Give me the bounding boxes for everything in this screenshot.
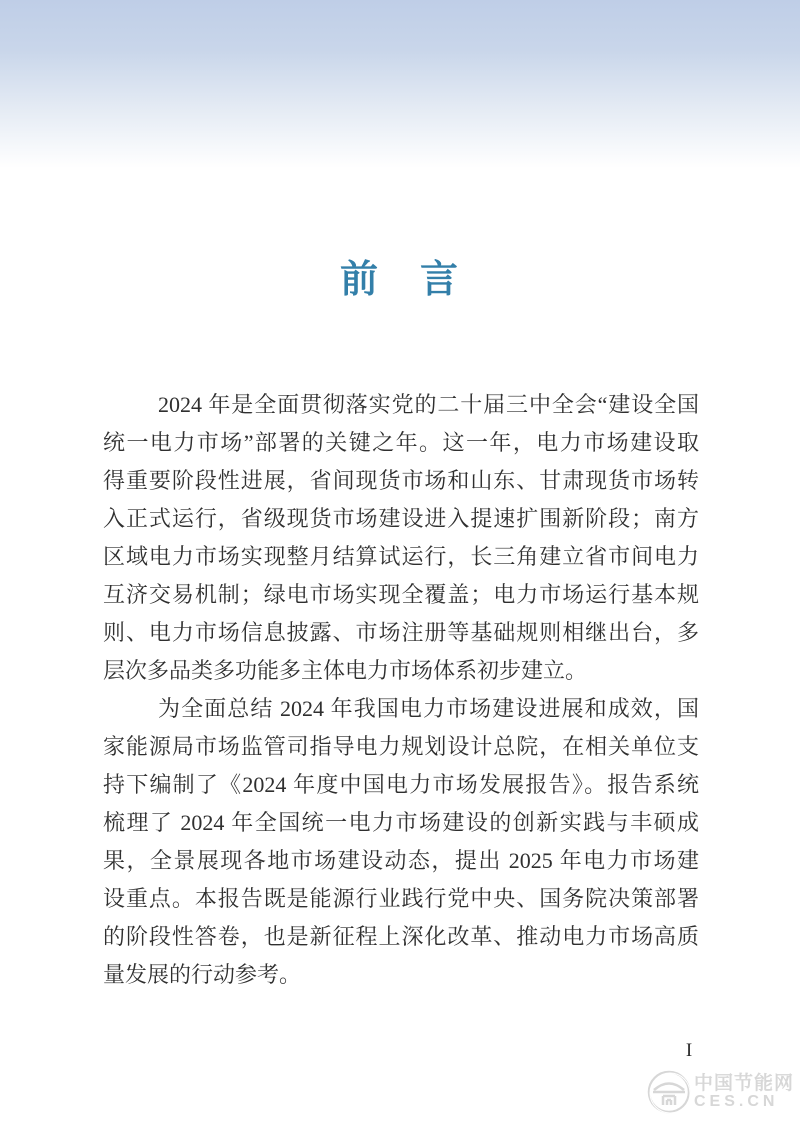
page-number: I [685, 1040, 693, 1061]
text-line: 层次多品类多功能多主体电力市场体系初步建立。 [103, 658, 588, 683]
watermark-text [694, 1074, 794, 1111]
text-line: 则、电力市场信息披露、市场注册等基础规则相继出台，多 [103, 620, 699, 645]
text-line: 得重要阶段性进展，省间现货市场和山东、甘肃现货市场转 [103, 468, 699, 493]
watermark-site-domain: CES.CN [693, 1092, 779, 1110]
text-line: 互济交易机制；绿电市场实现全覆盖；电力市场运行基本规 [103, 582, 699, 607]
page-title: 前 言 [339, 259, 460, 301]
preface-body [103, 386, 699, 994]
text-line: 的阶段性答卷，也是新征程上深化改革、推动电力市场高质 [103, 924, 699, 949]
text-line: 设重点。本报告既是能源行业践行党中央、国务院决策部署 [103, 886, 699, 911]
watermark-site-name: 中国节能网 [693, 1072, 794, 1094]
text-line: 统一电力市场”部署的关键之年。这一年，电力市场建设取 [103, 430, 699, 455]
text-line: 家能源局市场监管司指导电力规划设计总院，在相关单位支 [103, 734, 699, 759]
ces-emblem-icon [646, 1069, 692, 1115]
watermark [646, 1069, 794, 1115]
text-line: 入正式运行，省级现货市场建设进入提速扩围新阶段；南方 [103, 506, 699, 531]
text-line: 量发展的行动参考。 [103, 962, 302, 987]
text-line: 果，全景展现各地市场建设动态，提出 2025 年电力市场建 [103, 848, 699, 873]
page-header-gradient [0, 0, 800, 168]
text-line: 区域电力市场实现整月结算试运行，长三角建立省市间电力 [103, 544, 699, 569]
text-line: 2024 年是全面贯彻落实党的二十届三中全会“建设全国 [158, 392, 699, 417]
text-line: 为全面总结 2024 年我国电力市场建设进展和成效，国 [158, 696, 699, 721]
text-line: 持下编制了《2024 年度中国电力市场发展报告》。报告系统 [103, 772, 699, 797]
text-line: 梳理了 2024 年全国统一电力市场建设的创新实践与丰硕成 [103, 810, 699, 835]
